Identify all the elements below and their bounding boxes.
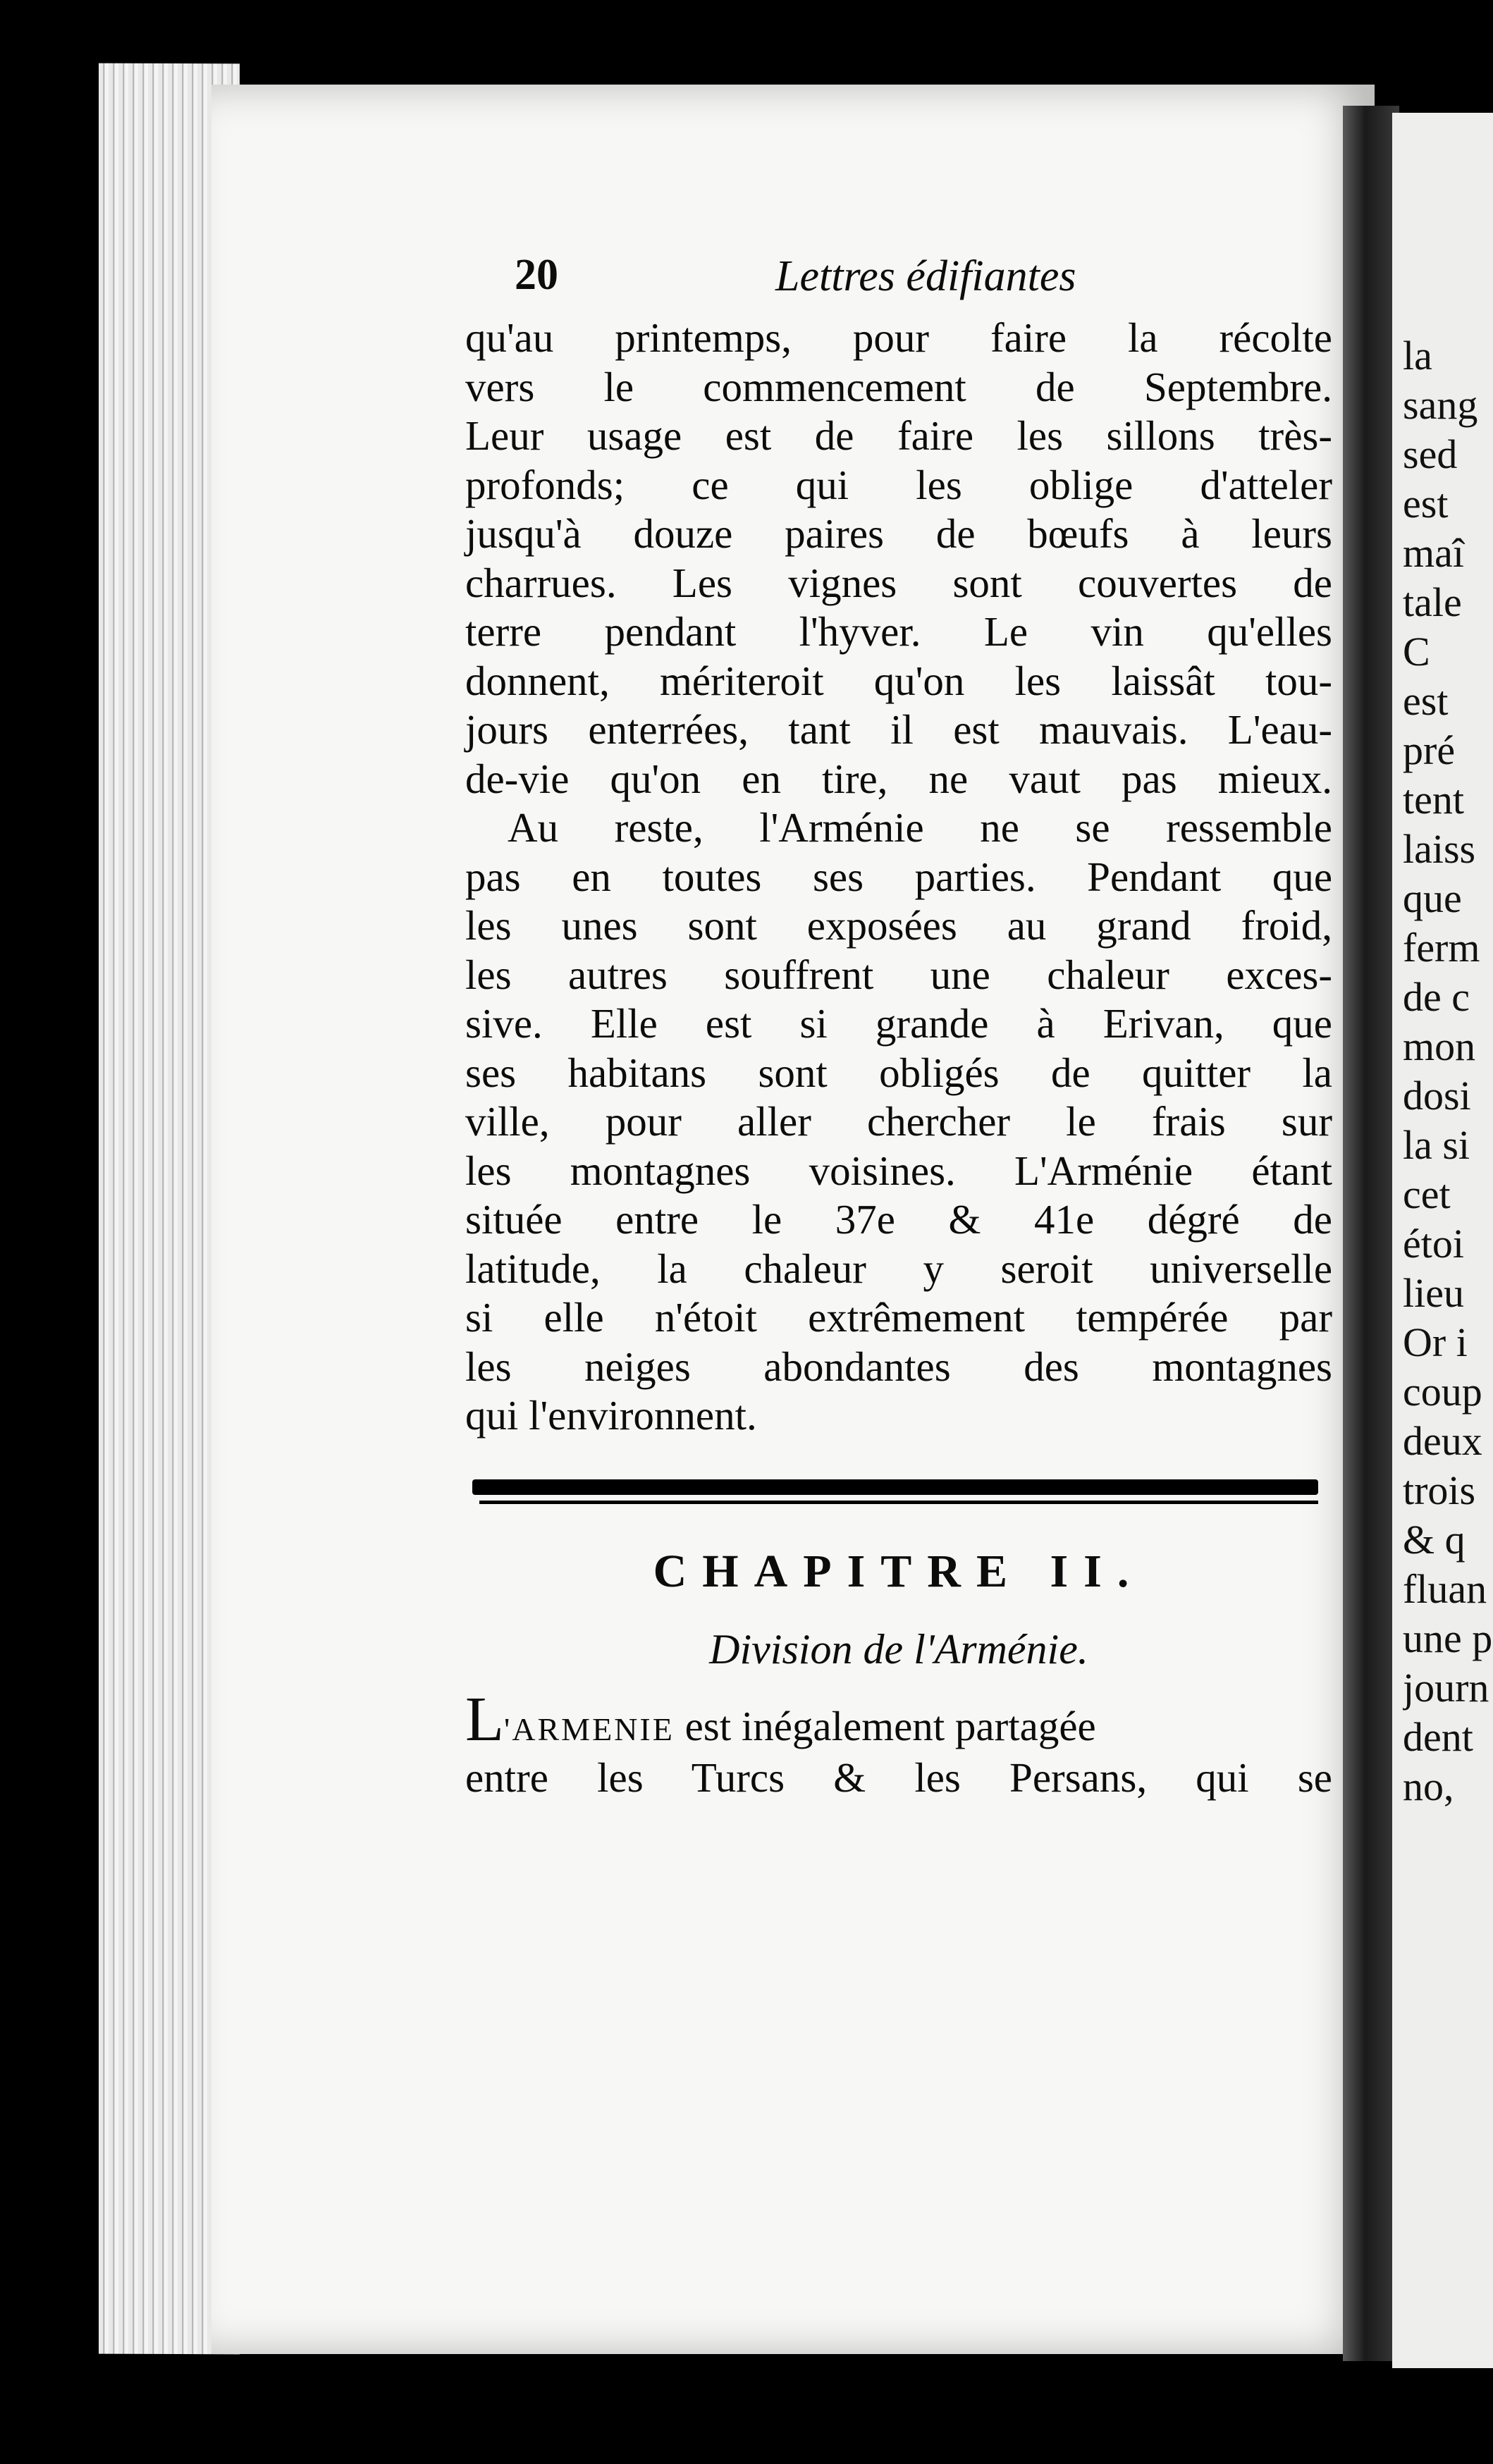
facing-fragment: Or i xyxy=(1403,1319,1468,1365)
page-content xyxy=(465,236,1332,1803)
text-line: sive. Elle est si grande à Erivan, que xyxy=(465,1000,1332,1047)
text-line: les autres souffrent une chaleur exces- xyxy=(465,951,1332,998)
text-line: jours enterrées, tant il est mauvais. L'eau- xyxy=(465,706,1332,753)
facing-fragment: deux xyxy=(1403,1418,1482,1464)
facing-fragment: pré xyxy=(1403,727,1456,773)
facing-fragment: la si xyxy=(1403,1122,1470,1168)
text-line: les unes sont exposées au grand froid, xyxy=(465,902,1332,949)
facing-fragment: tale xyxy=(1403,579,1462,625)
text-line: profonds; ce qui les oblige d'atteler xyxy=(465,461,1332,508)
facing-fragment: est xyxy=(1403,481,1449,526)
text-line: ses habitans sont obligés de quitter la xyxy=(465,1049,1332,1096)
small-caps-word: 'ARMENIE xyxy=(503,1711,675,1747)
facing-fragment: trois xyxy=(1403,1467,1476,1513)
chapter-first-line xyxy=(465,1684,1332,1754)
chapter-heading: CHAPITRE II. xyxy=(653,1545,1145,1597)
facing-fragment: que xyxy=(1403,875,1462,921)
chapter-rule xyxy=(472,1479,1318,1495)
page-header xyxy=(465,236,1332,314)
facing-fragment: ferm xyxy=(1403,925,1480,971)
facing-fragment: dosi xyxy=(1403,1073,1471,1119)
chapter-rule-thin xyxy=(479,1501,1318,1504)
facing-fragment: maî xyxy=(1403,530,1464,576)
text-line: située entre le 37e & 41e dégré de xyxy=(465,1196,1332,1243)
facing-fragment: sang xyxy=(1403,382,1478,428)
facing-fragment: de c xyxy=(1403,974,1470,1020)
facing-fragment: journ xyxy=(1403,1665,1489,1711)
chapter-subtitle: Division de l'Arménie. xyxy=(709,1625,1088,1673)
facing-fragment: une p xyxy=(1403,1615,1493,1661)
facing-fragment: coup xyxy=(1403,1369,1482,1415)
text-line: Leur usage est de faire les sillons très- xyxy=(465,412,1332,459)
paragraph-1 xyxy=(465,314,1332,803)
first-line-rest: est inégalement partagée xyxy=(674,1702,1096,1749)
facing-fragment: mon xyxy=(1403,1023,1476,1069)
facing-fragment: no, xyxy=(1403,1763,1454,1809)
facing-fragment: la xyxy=(1403,333,1432,378)
drop-cap: L xyxy=(465,1684,504,1754)
text-line: jusqu'à douze paires de bœufs à leurs xyxy=(465,510,1332,557)
facing-fragment: est xyxy=(1403,678,1449,724)
text-line: ville, pour aller chercher le frais sur xyxy=(465,1098,1332,1145)
text-line: les montagnes voisines. L'Arménie étant xyxy=(465,1147,1332,1194)
text-line: terre pendant l'hyver. Le vin qu'elles xyxy=(465,608,1332,655)
facing-fragment: cet xyxy=(1403,1171,1451,1217)
text-line: charrues. Les vignes sont couvertes de xyxy=(465,559,1332,606)
text-line: latitude, la chaleur y seroit universelle xyxy=(465,1245,1332,1292)
facing-page-text xyxy=(1403,331,1493,1811)
facing-fragment: sed xyxy=(1403,431,1458,477)
facing-fragment: étoi xyxy=(1403,1221,1464,1267)
text-line: vers le commencement de Septembre. xyxy=(465,363,1332,410)
text-line: Au reste, l'Arménie ne se ressemble xyxy=(508,804,1332,851)
facing-fragment: C xyxy=(1403,629,1430,674)
text-line: qui l'environnent. xyxy=(465,1392,757,1439)
text-line: entre les Turcs & les Persans, qui se xyxy=(465,1754,1332,1801)
chapter-body xyxy=(465,1684,1332,1803)
facing-fragment: laiss xyxy=(1403,826,1476,872)
running-title: Lettres édifiantes xyxy=(775,252,1076,300)
text-line: si elle n'étoit extrêmement tempérée par xyxy=(465,1294,1332,1341)
facing-fragment: tent xyxy=(1403,777,1464,823)
text-line: qu'au printemps, pour faire la récolte xyxy=(465,314,1332,361)
text-line: pas en toutes ses parties. Pendant que xyxy=(465,853,1332,900)
book-gutter xyxy=(1343,106,1399,2361)
text-line: les neiges abondantes des montagnes xyxy=(465,1343,1332,1390)
facing-fragment: & q xyxy=(1403,1517,1466,1563)
text-line: donnent, mériteroit qu'on les laissât tou- xyxy=(465,657,1332,704)
page-number: 20 xyxy=(515,251,558,299)
facing-fragment: fluan xyxy=(1403,1566,1487,1612)
text-line: de-vie qu'on en tire, ne vaut pas mieux. xyxy=(465,755,1332,802)
paragraph-2 xyxy=(465,803,1332,1441)
facing-fragment: lieu xyxy=(1403,1270,1464,1316)
facing-fragment: dent xyxy=(1403,1714,1473,1760)
